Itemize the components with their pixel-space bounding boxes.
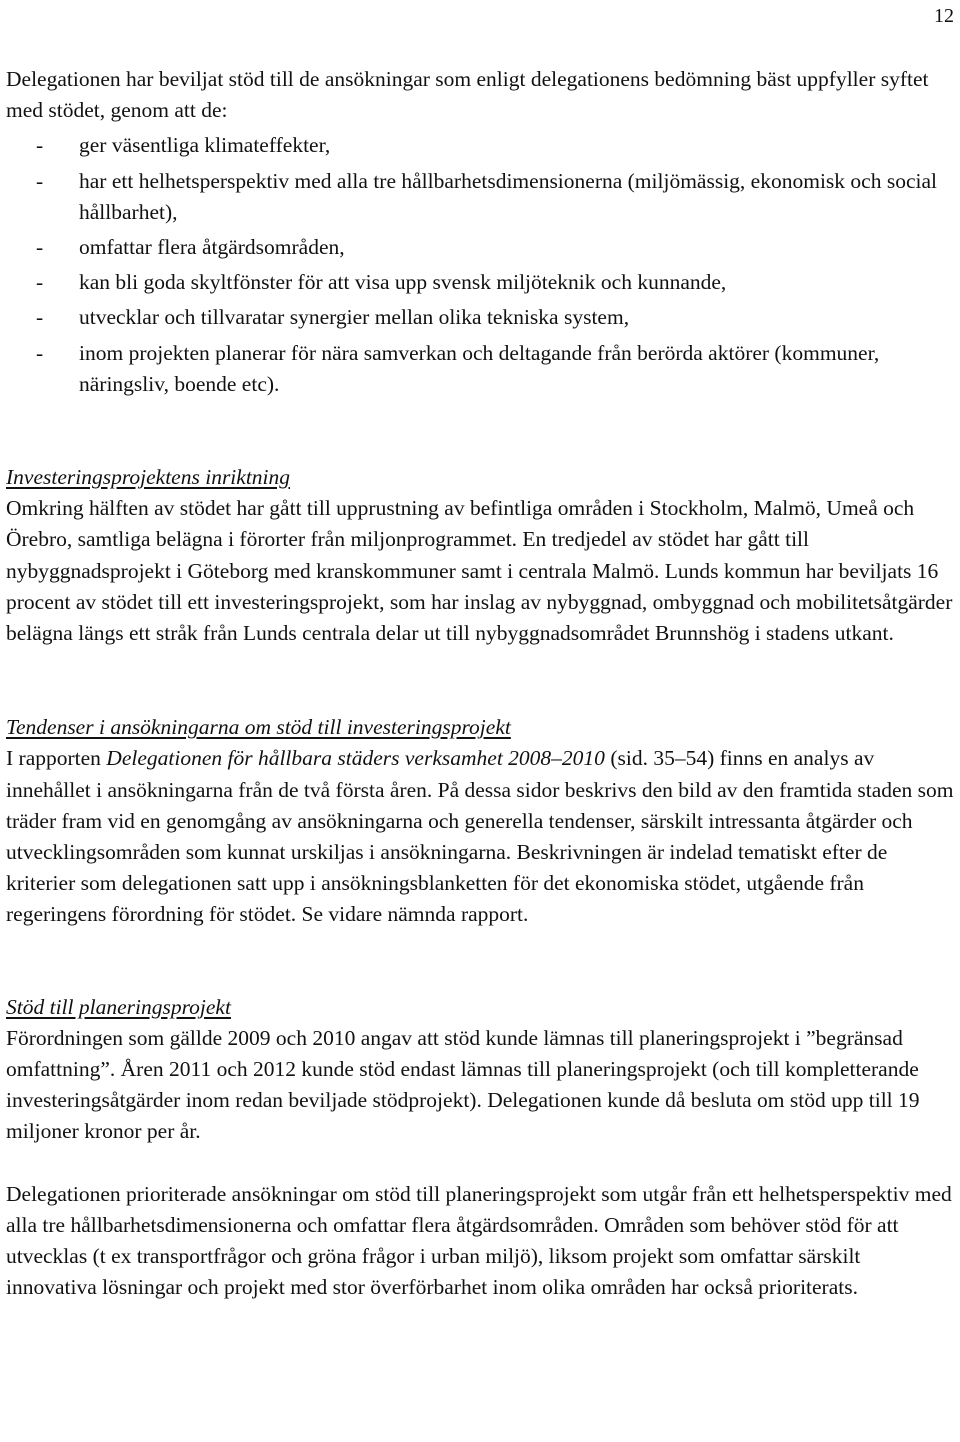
section-body: Omkring hälften av stödet har gått till upprustning av befintliga områden i Stockholm, Malmö, Umeå och Örebro, samtliga belägna i förorter från miljonprogrammet. En tredjedel av stödet har gått till nybyggnadsprojekt i Göteborg med kranskommuner samt i centrala Malmö. Lunds kommun har beviljats 16 procent av stödet till ett investeringsprojekt, som har inslag av nybyggnad, ombyggnad och mobilitetsåtgärder belägna längs ett stråk från Lunds centrala delar ut till nybyggnadsområdet Brunnshög i stadens utkant. xyxy=(6,496,953,646)
list-dash: - xyxy=(36,168,44,193)
list-dash: - xyxy=(36,235,44,260)
list-item-text: omfattar flera åtgärdsområden, xyxy=(79,235,345,260)
body-text: I rapporten xyxy=(6,746,107,771)
section-planning xyxy=(6,992,954,1304)
list-item xyxy=(6,130,954,161)
list-item xyxy=(6,232,954,263)
criteria-list xyxy=(6,130,954,400)
section-body: Delegationen prioriterade ansökningar om stöd till planeringsprojekt som utgår från ett helhetsperspektiv med alla tre hållbarhetsdimensionerna och omfattar flera åtgärdsområden. Områden som behöver stöd för att utvecklas (t ex transportfrågor och gröna frågor i urban miljö), liksom projekt som omfattar särskilt innovativa lösningar och projekt med stor överförbarhet inom olika områden har också prioriterats. xyxy=(6,1181,952,1300)
section-heading: Investeringsprojektens inriktning xyxy=(6,465,291,490)
list-dash: - xyxy=(36,305,44,330)
list-dash: - xyxy=(36,133,44,158)
report-title: Delegationen för hållbara städers verksamhet 2008–2010 xyxy=(106,746,605,771)
section-body: Förordningen som gällde 2009 och 2010 angav att stöd kunde lämnas till planeringsprojekt i ”begränsad omfattning”. Åren 2011 och 2012 kunde stöd endast lämnas till planeringsprojekt (och till kompletterande investeringsåtgärder inom redan beviljade stödprojekt). Delegationen kunde då besluta om stöd upp till 19 miljoner kronor per år. xyxy=(6,1025,920,1144)
list-item-text: kan bli goda skyltfönster för att visa upp svensk miljöteknik och kunnande, xyxy=(79,270,727,295)
list-item-text: ger väsentliga klimateffekter, xyxy=(79,133,331,158)
section-trends xyxy=(6,712,954,930)
list-item xyxy=(6,338,954,400)
intro-paragraph: Delegationen har beviljat stöd till de ansökningar som enligt delegationens bedömning bäst uppfyller syftet med stödet, genom att de: xyxy=(6,67,929,123)
document-body xyxy=(6,64,954,1304)
list-dash: - xyxy=(36,270,44,295)
list-item xyxy=(6,166,954,228)
page-number: 12 xyxy=(934,5,954,27)
section-heading: Tendenser i ansökningarna om stöd till investeringsprojekt xyxy=(6,715,511,740)
section-investment xyxy=(6,462,954,649)
body-text: (sid. 35–54) finns en analys av innehållet i ansökningarna från de två första åren. På dessa sidor beskrivs den bild av den framtida staden som träder fram vid en genomgång av ansökningarna och generella tendenser, särskilt intressanta åtgärder och utvecklingsområden som kunnat urskiljas i ansökningarna. Beskrivningen är indelad tematiskt efter de kriterier som delegationen satt upp i ansökningsblanketten för det ekonomiska stödet, utgående från regeringens förordning för stödet. Se vidare nämnda rapport. xyxy=(6,746,954,927)
list-item-text: inom projekten planerar för nära samverkan och deltagande från berörda aktörer (kommuner, näringsliv, boende etc). xyxy=(79,340,880,396)
section-heading: Stöd till planeringsprojekt xyxy=(6,994,231,1019)
list-item-text: utvecklar och tillvaratar synergier mellan olika tekniska system, xyxy=(79,305,630,330)
list-dash: - xyxy=(36,340,44,365)
list-item xyxy=(6,267,954,298)
section-body xyxy=(6,743,954,930)
list-item xyxy=(6,302,954,333)
list-item-text: har ett helhetsperspektiv med alla tre hållbarhetsdimensionerna (miljömässig, ekonomisk och social hållbarhet), xyxy=(79,168,937,224)
